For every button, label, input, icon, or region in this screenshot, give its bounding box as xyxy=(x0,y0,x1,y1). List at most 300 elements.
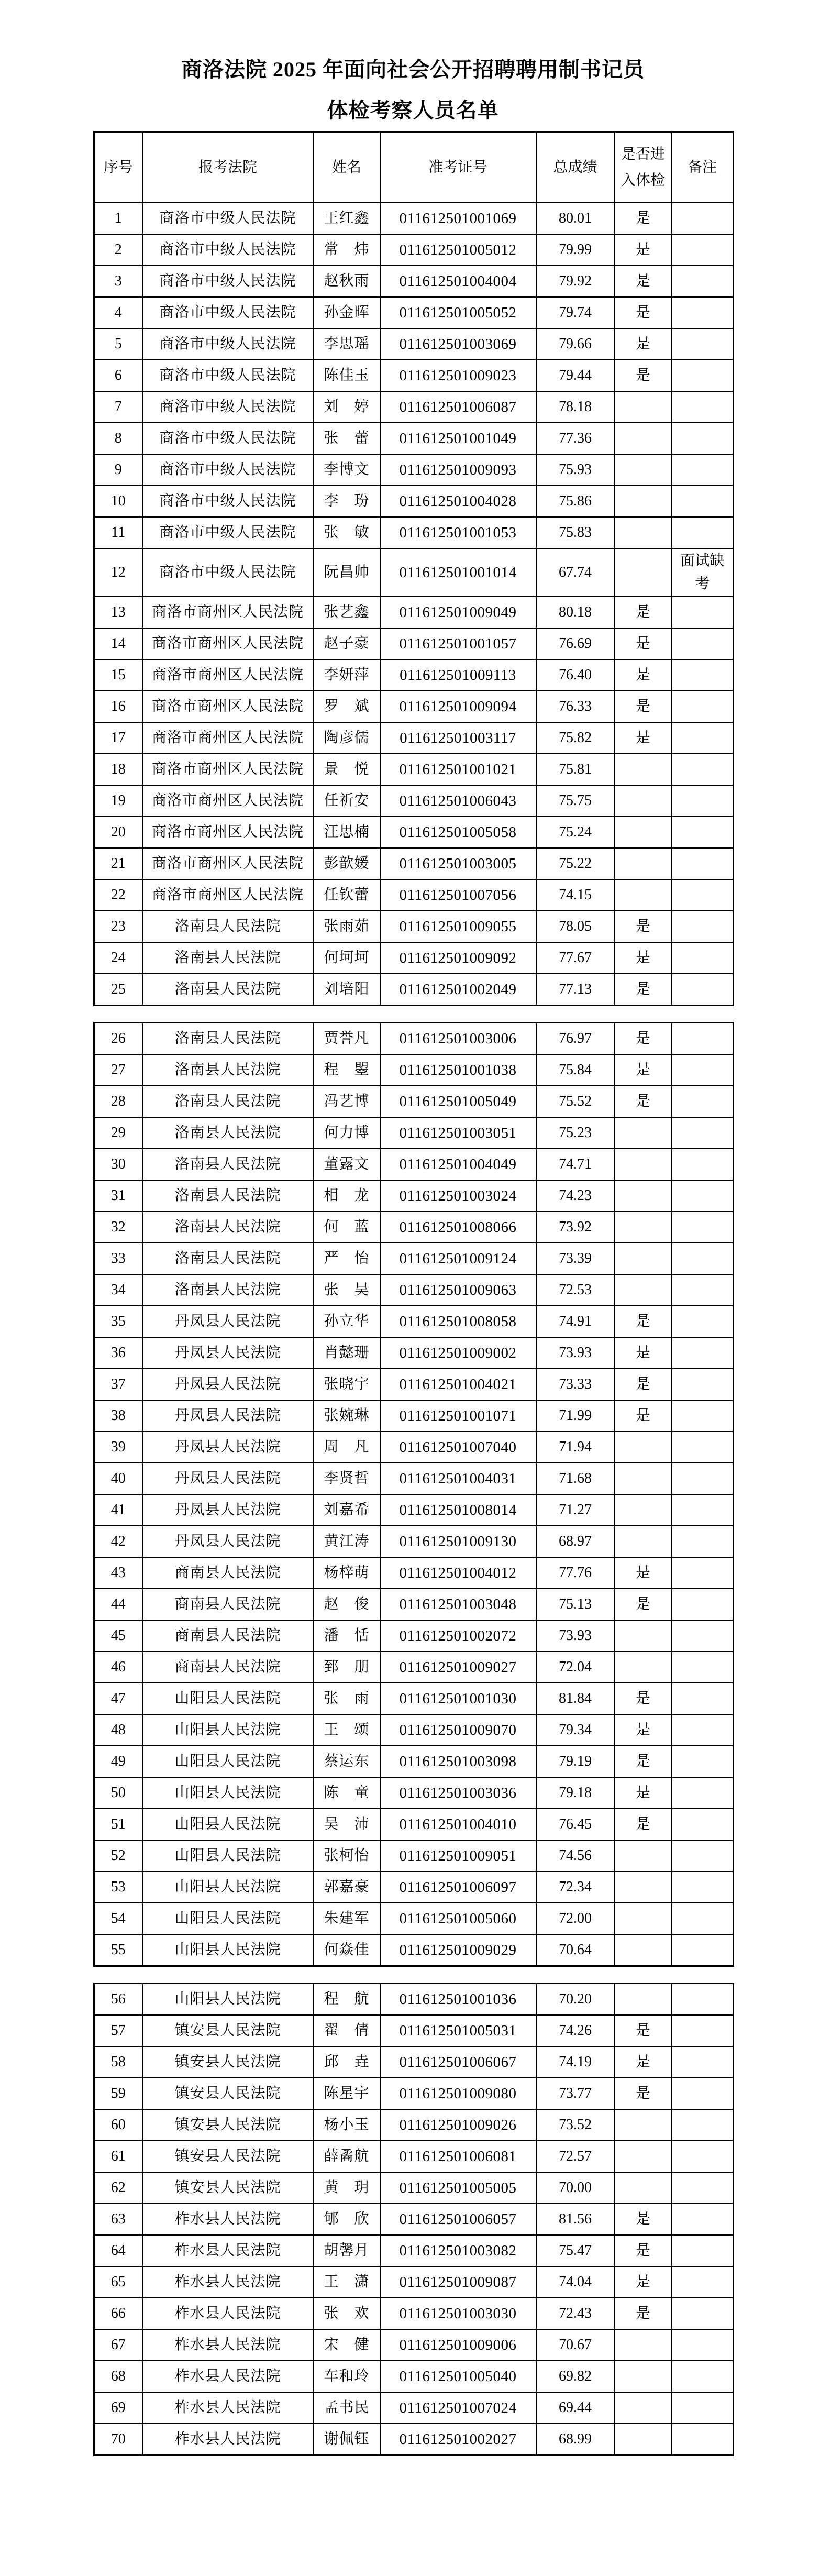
table-row xyxy=(94,722,734,754)
header-index: 序号 xyxy=(94,132,142,203)
cell-court: 商洛市商州区人民法院 xyxy=(142,691,314,722)
cell-ticket: 011612501003024 xyxy=(380,1180,536,1212)
table-row xyxy=(94,1746,734,1777)
table-row xyxy=(94,1180,734,1212)
cell-index: 48 xyxy=(94,1714,142,1746)
cell-court: 商洛市中级人民法院 xyxy=(142,203,314,234)
table-row xyxy=(94,628,734,659)
cell-index: 10 xyxy=(94,486,142,517)
cell-score: 71.94 xyxy=(536,1432,615,1463)
cell-ticket: 011612501009051 xyxy=(380,1840,536,1872)
cell-index: 16 xyxy=(94,691,142,722)
cell-ticket: 011612501006043 xyxy=(380,785,536,817)
cell-remark xyxy=(672,659,734,691)
document-title-line1: 商洛法院 2025 年面向社会公开招聘聘用制书记员 xyxy=(181,58,645,81)
cell-ticket: 011612501005058 xyxy=(380,817,536,848)
cell-court: 洛南县人民法院 xyxy=(142,1054,314,1086)
cell-medical: 是 xyxy=(615,2204,672,2235)
table-row xyxy=(94,1714,734,1746)
cell-medical xyxy=(615,785,672,817)
table-row xyxy=(94,1809,734,1840)
cell-name: 刘 婷 xyxy=(314,391,380,423)
cell-score: 77.36 xyxy=(536,423,615,454)
cell-remark xyxy=(672,1903,734,1934)
cell-name: 张雨茹 xyxy=(314,911,380,942)
table-row xyxy=(94,2109,734,2141)
cell-name: 孙金晖 xyxy=(314,297,380,328)
cell-ticket: 011612501007040 xyxy=(380,1432,536,1463)
cell-ticket: 011612501003030 xyxy=(380,2298,536,2329)
cell-remark xyxy=(672,2078,734,2109)
table-row xyxy=(94,328,734,360)
cell-remark xyxy=(672,1683,734,1714)
cell-ticket: 011612501006081 xyxy=(380,2141,536,2172)
cell-ticket: 011612501009124 xyxy=(380,1243,536,1274)
cell-court: 洛南县人民法院 xyxy=(142,1243,314,1274)
cell-court: 柞水县人民法院 xyxy=(142,2329,314,2361)
cell-remark xyxy=(672,2204,734,2235)
cell-ticket: 011612501003006 xyxy=(380,1023,536,1055)
cell-ticket: 011612501009055 xyxy=(380,911,536,942)
cell-index: 19 xyxy=(94,785,142,817)
cell-name: 何坷坷 xyxy=(314,942,380,974)
cell-court: 山阳县人民法院 xyxy=(142,1872,314,1903)
cell-ticket: 011612501003082 xyxy=(380,2235,536,2266)
cell-name: 黄 玥 xyxy=(314,2172,380,2204)
cell-ticket: 011612501001053 xyxy=(380,517,536,548)
cell-index: 8 xyxy=(94,423,142,454)
cell-score: 74.04 xyxy=(536,2266,615,2298)
cell-court: 商洛市中级人民法院 xyxy=(142,234,314,266)
cell-court: 洛南县人民法院 xyxy=(142,1023,314,1055)
table-row xyxy=(94,1557,734,1589)
cell-ticket: 011612501009093 xyxy=(380,454,536,486)
cell-medical xyxy=(615,548,672,597)
cell-court: 丹凤县人民法院 xyxy=(142,1463,314,1494)
cell-score: 72.57 xyxy=(536,2141,615,2172)
cell-medical: 是 xyxy=(615,2298,672,2329)
cell-ticket: 011612501009113 xyxy=(380,659,536,691)
cell-court: 商洛市中级人民法院 xyxy=(142,517,314,548)
table-row xyxy=(94,1337,734,1369)
cell-index: 57 xyxy=(94,2015,142,2046)
cell-name: 严 怡 xyxy=(314,1243,380,1274)
header-remark: 备注 xyxy=(672,132,734,203)
cell-ticket: 011612501001057 xyxy=(380,628,536,659)
cell-court: 商洛市中级人民法院 xyxy=(142,391,314,423)
cell-score: 72.53 xyxy=(536,1274,615,1306)
cell-medical xyxy=(615,1934,672,1966)
cell-ticket: 011612501001049 xyxy=(380,423,536,454)
cell-medical: 是 xyxy=(615,974,672,1006)
cell-index: 64 xyxy=(94,2235,142,2266)
cell-name: 吴 沛 xyxy=(314,1809,380,1840)
header-score: 总成绩 xyxy=(536,132,615,203)
cell-ticket: 011612501004012 xyxy=(380,1557,536,1589)
cell-name: 张柯怡 xyxy=(314,1840,380,1872)
cell-court: 洛南县人民法院 xyxy=(142,1274,314,1306)
cell-index: 50 xyxy=(94,1777,142,1809)
cell-name: 李贤哲 xyxy=(314,1463,380,1494)
cell-name: 任钦蕾 xyxy=(314,879,380,911)
roster-table-page-1 xyxy=(93,131,733,1006)
cell-index: 55 xyxy=(94,1934,142,1966)
cell-remark xyxy=(672,1494,734,1526)
table-row xyxy=(94,1984,734,2016)
table-row xyxy=(94,1243,734,1274)
cell-name: 张 敏 xyxy=(314,517,380,548)
cell-remark xyxy=(672,1557,734,1589)
table-row xyxy=(94,486,734,517)
cell-court: 丹凤县人民法院 xyxy=(142,1526,314,1557)
cell-medical xyxy=(615,2172,672,2204)
cell-medical: 是 xyxy=(615,203,672,234)
cell-court: 山阳县人民法院 xyxy=(142,1934,314,1966)
table-row xyxy=(94,1683,734,1714)
cell-remark xyxy=(672,2141,734,2172)
cell-medical: 是 xyxy=(615,597,672,628)
cell-name: 胡馨月 xyxy=(314,2235,380,2266)
cell-remark xyxy=(672,1777,734,1809)
cell-medical: 是 xyxy=(615,234,672,266)
cell-name: 何力博 xyxy=(314,1117,380,1149)
cell-index: 3 xyxy=(94,266,142,297)
cell-index: 43 xyxy=(94,1557,142,1589)
cell-court: 商南县人民法院 xyxy=(142,1652,314,1683)
table-row xyxy=(94,1463,734,1494)
cell-court: 商洛市中级人民法院 xyxy=(142,266,314,297)
cell-index: 17 xyxy=(94,722,142,754)
cell-score: 71.27 xyxy=(536,1494,615,1526)
cell-ticket: 011612501001021 xyxy=(380,754,536,785)
table-row xyxy=(94,1840,734,1872)
cell-name: 刘培阳 xyxy=(314,974,380,1006)
cell-medical: 是 xyxy=(615,722,672,754)
cell-ticket: 011612501009063 xyxy=(380,1274,536,1306)
table-row xyxy=(94,1149,734,1180)
cell-index: 25 xyxy=(94,974,142,1006)
cell-medical xyxy=(615,1984,672,2016)
cell-index: 22 xyxy=(94,879,142,911)
cell-score: 75.47 xyxy=(536,2235,615,2266)
cell-name: 任祈安 xyxy=(314,785,380,817)
cell-remark xyxy=(672,2424,734,2456)
cell-index: 15 xyxy=(94,659,142,691)
cell-score: 73.52 xyxy=(536,2109,615,2141)
cell-medical xyxy=(615,423,672,454)
cell-index: 58 xyxy=(94,2046,142,2078)
table-row xyxy=(94,1777,734,1809)
cell-score: 75.86 xyxy=(536,486,615,517)
cell-name: 宋 健 xyxy=(314,2329,380,2361)
cell-ticket: 011612501009027 xyxy=(380,1652,536,1683)
cell-index: 37 xyxy=(94,1369,142,1400)
document xyxy=(93,59,733,2456)
header-name: 姓名 xyxy=(314,132,380,203)
table-row xyxy=(94,266,734,297)
cell-medical: 是 xyxy=(615,1054,672,1086)
table-row xyxy=(94,1903,734,1934)
cell-medical xyxy=(615,817,672,848)
cell-medical: 是 xyxy=(615,360,672,391)
cell-name: 翟 倩 xyxy=(314,2015,380,2046)
table-row xyxy=(94,691,734,722)
cell-remark xyxy=(672,2172,734,2204)
cell-remark xyxy=(672,1652,734,1683)
cell-name: 罗 斌 xyxy=(314,691,380,722)
cell-remark xyxy=(672,817,734,848)
cell-medical xyxy=(615,1620,672,1652)
table-row xyxy=(94,1934,734,1966)
cell-ticket: 011612501003069 xyxy=(380,328,536,360)
cell-ticket: 011612501005031 xyxy=(380,2015,536,2046)
cell-score: 76.40 xyxy=(536,659,615,691)
cell-name: 潘 恬 xyxy=(314,1620,380,1652)
cell-score: 75.23 xyxy=(536,1117,615,1149)
cell-court: 商洛市商州区人民法院 xyxy=(142,659,314,691)
cell-index: 13 xyxy=(94,597,142,628)
table-row xyxy=(94,1274,734,1306)
cell-remark xyxy=(672,2361,734,2392)
cell-score: 80.18 xyxy=(536,597,615,628)
cell-index: 52 xyxy=(94,1840,142,1872)
cell-score: 68.97 xyxy=(536,1526,615,1557)
cell-ticket: 011612501003098 xyxy=(380,1746,536,1777)
cell-ticket: 011612501002049 xyxy=(380,974,536,1006)
table-row xyxy=(94,1494,734,1526)
cell-remark xyxy=(672,2298,734,2329)
cell-ticket: 011612501003117 xyxy=(380,722,536,754)
cell-remark xyxy=(672,203,734,234)
cell-remark xyxy=(672,454,734,486)
cell-court: 柞水县人民法院 xyxy=(142,2266,314,2298)
cell-score: 79.19 xyxy=(536,1746,615,1777)
cell-score: 75.13 xyxy=(536,1589,615,1620)
cell-medical xyxy=(615,754,672,785)
cell-index: 28 xyxy=(94,1086,142,1117)
cell-score: 76.69 xyxy=(536,628,615,659)
cell-index: 61 xyxy=(94,2141,142,2172)
cell-score: 79.99 xyxy=(536,234,615,266)
cell-score: 77.67 xyxy=(536,942,615,974)
cell-index: 38 xyxy=(94,1400,142,1432)
cell-ticket: 011612501009026 xyxy=(380,2109,536,2141)
cell-ticket: 011612501005040 xyxy=(380,2361,536,2392)
cell-court: 山阳县人民法院 xyxy=(142,1984,314,2016)
cell-remark xyxy=(672,1746,734,1777)
cell-score: 77.13 xyxy=(536,974,615,1006)
cell-index: 45 xyxy=(94,1620,142,1652)
roster-table-page-2 xyxy=(93,1022,733,1967)
cell-remark xyxy=(672,1463,734,1494)
cell-name: 张艺鑫 xyxy=(314,597,380,628)
cell-ticket: 011612501009029 xyxy=(380,1934,536,1966)
table-row xyxy=(94,2392,734,2424)
cell-score: 71.99 xyxy=(536,1400,615,1432)
cell-ticket: 011612501005049 xyxy=(380,1086,536,1117)
cell-remark xyxy=(672,754,734,785)
cell-name: 杨小玉 xyxy=(314,2109,380,2141)
cell-remark xyxy=(672,1306,734,1337)
cell-court: 镇安县人民法院 xyxy=(142,2141,314,2172)
cell-ticket: 011612501004028 xyxy=(380,486,536,517)
cell-score: 73.92 xyxy=(536,1212,615,1243)
roster-table xyxy=(93,131,734,1006)
cell-score: 68.99 xyxy=(536,2424,615,2456)
cell-court: 山阳县人民法院 xyxy=(142,1840,314,1872)
cell-court: 柞水县人民法院 xyxy=(142,2204,314,2235)
cell-ticket: 011612501001038 xyxy=(380,1054,536,1086)
cell-court: 商南县人民法院 xyxy=(142,1620,314,1652)
cell-medical: 是 xyxy=(615,628,672,659)
cell-remark xyxy=(672,1243,734,1274)
table-row xyxy=(94,1620,734,1652)
cell-remark xyxy=(672,486,734,517)
cell-medical: 是 xyxy=(615,942,672,974)
cell-index: 49 xyxy=(94,1746,142,1777)
cell-name: 陶彦儒 xyxy=(314,722,380,754)
cell-ticket: 011612501009006 xyxy=(380,2329,536,2361)
table-row xyxy=(94,454,734,486)
cell-name: 孙立华 xyxy=(314,1306,380,1337)
table-row xyxy=(94,1086,734,1117)
cell-index: 4 xyxy=(94,297,142,328)
cell-index: 70 xyxy=(94,2424,142,2456)
table-row xyxy=(94,1432,734,1463)
cell-medical xyxy=(615,2329,672,2361)
cell-remark xyxy=(672,1274,734,1306)
table-row xyxy=(94,2266,734,2298)
cell-name: 张 蕾 xyxy=(314,423,380,454)
cell-remark xyxy=(672,2015,734,2046)
cell-court: 商洛市商州区人民法院 xyxy=(142,848,314,879)
cell-medical xyxy=(615,1494,672,1526)
cell-index: 34 xyxy=(94,1274,142,1306)
cell-remark xyxy=(672,2266,734,2298)
cell-ticket: 011612501006067 xyxy=(380,2046,536,2078)
cell-remark xyxy=(672,1872,734,1903)
table-row xyxy=(94,2329,734,2361)
table-row xyxy=(94,360,734,391)
cell-remark xyxy=(672,691,734,722)
cell-score: 80.01 xyxy=(536,203,615,234)
cell-medical: 是 xyxy=(615,1683,672,1714)
table-row xyxy=(94,942,734,974)
cell-ticket: 011612501008058 xyxy=(380,1306,536,1337)
cell-index: 54 xyxy=(94,1903,142,1934)
cell-court: 柞水县人民法院 xyxy=(142,2424,314,2456)
cell-score: 73.93 xyxy=(536,1337,615,1369)
cell-index: 14 xyxy=(94,628,142,659)
cell-score: 74.19 xyxy=(536,2046,615,2078)
cell-name: 程 航 xyxy=(314,1984,380,2016)
cell-remark xyxy=(672,785,734,817)
roster-table xyxy=(93,1983,734,2456)
cell-ticket: 011612501005005 xyxy=(380,2172,536,2204)
cell-court: 商洛市中级人民法院 xyxy=(142,423,314,454)
cell-name: 邱 垚 xyxy=(314,2046,380,2078)
cell-remark xyxy=(672,1934,734,1966)
table-row xyxy=(94,848,734,879)
table-row xyxy=(94,1652,734,1683)
cell-score: 75.75 xyxy=(536,785,615,817)
cell-index: 44 xyxy=(94,1589,142,1620)
cell-name: 程 曌 xyxy=(314,1054,380,1086)
cell-court: 山阳县人民法院 xyxy=(142,1714,314,1746)
table-row xyxy=(94,1306,734,1337)
cell-score: 75.84 xyxy=(536,1054,615,1086)
table-row xyxy=(94,2424,734,2456)
cell-medical xyxy=(615,1872,672,1903)
cell-ticket: 011612501006087 xyxy=(380,391,536,423)
cell-court: 山阳县人民法院 xyxy=(142,1809,314,1840)
cell-medical: 是 xyxy=(615,266,672,297)
cell-index: 35 xyxy=(94,1306,142,1337)
table-row xyxy=(94,2078,734,2109)
header-ticket: 准考证号 xyxy=(380,132,536,203)
cell-name: 薛矞航 xyxy=(314,2141,380,2172)
cell-index: 47 xyxy=(94,1683,142,1714)
cell-name: 常 炜 xyxy=(314,234,380,266)
cell-medical xyxy=(615,1274,672,1306)
cell-score: 76.97 xyxy=(536,1023,615,1055)
cell-score: 79.74 xyxy=(536,297,615,328)
cell-remark xyxy=(672,2235,734,2266)
cell-court: 镇安县人民法院 xyxy=(142,2109,314,2141)
cell-ticket: 011612501004021 xyxy=(380,1369,536,1400)
cell-remark xyxy=(672,2046,734,2078)
cell-score: 76.33 xyxy=(536,691,615,722)
cell-index: 24 xyxy=(94,942,142,974)
cell-court: 商洛市中级人民法院 xyxy=(142,297,314,328)
cell-remark xyxy=(672,1054,734,1086)
cell-court: 丹凤县人民法院 xyxy=(142,1337,314,1369)
cell-remark xyxy=(672,1212,734,1243)
cell-score: 75.22 xyxy=(536,848,615,879)
cell-index: 30 xyxy=(94,1149,142,1180)
cell-medical: 是 xyxy=(615,1777,672,1809)
cell-court: 商洛市商州区人民法院 xyxy=(142,817,314,848)
cell-score: 69.44 xyxy=(536,2392,615,2424)
cell-ticket: 011612501008014 xyxy=(380,1494,536,1526)
table-row xyxy=(94,754,734,785)
cell-remark xyxy=(672,2329,734,2361)
cell-name: 陈 童 xyxy=(314,1777,380,1809)
cell-index: 67 xyxy=(94,2329,142,2361)
cell-score: 75.83 xyxy=(536,517,615,548)
cell-ticket: 011612501003036 xyxy=(380,1777,536,1809)
cell-remark xyxy=(672,266,734,297)
cell-name: 冯艺博 xyxy=(314,1086,380,1117)
cell-court: 山阳县人民法院 xyxy=(142,1903,314,1934)
cell-medical: 是 xyxy=(615,1337,672,1369)
cell-remark xyxy=(672,911,734,942)
cell-medical xyxy=(615,848,672,879)
cell-index: 11 xyxy=(94,517,142,548)
cell-score: 78.05 xyxy=(536,911,615,942)
cell-ticket: 011612501009080 xyxy=(380,2078,536,2109)
table-row xyxy=(94,203,734,234)
cell-score: 73.93 xyxy=(536,1620,615,1652)
table-row xyxy=(94,517,734,548)
cell-name: 王 颂 xyxy=(314,1714,380,1746)
cell-name: 何 蓝 xyxy=(314,1212,380,1243)
cell-court: 商洛市商州区人民法院 xyxy=(142,628,314,659)
cell-remark xyxy=(672,1149,734,1180)
table-row xyxy=(94,597,734,628)
cell-name: 朱建军 xyxy=(314,1903,380,1934)
cell-score: 72.04 xyxy=(536,1652,615,1683)
